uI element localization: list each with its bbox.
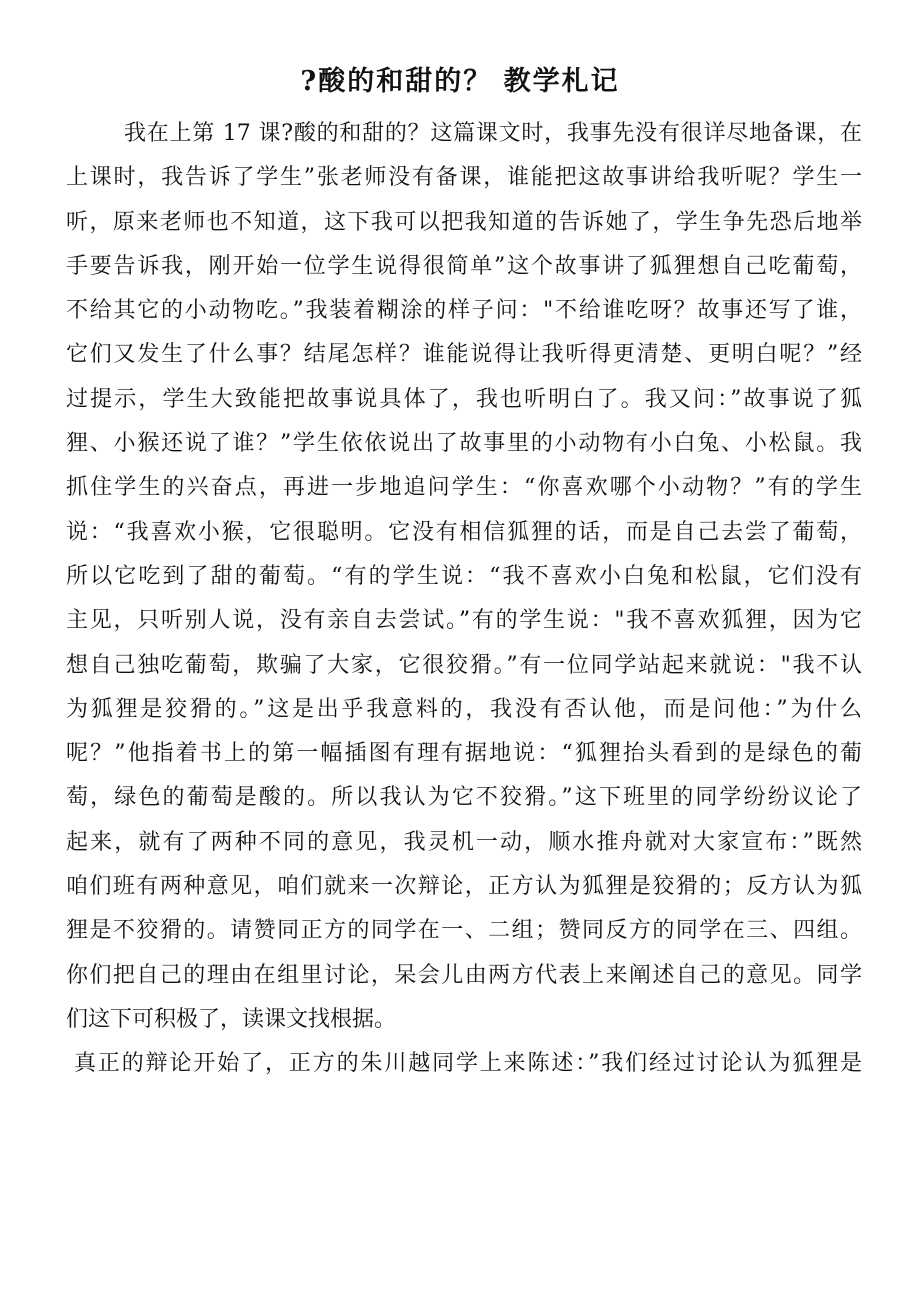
text-line: 萄，绿色的葡萄是酸的。所以我认为它不狡猾。”这下班里的同学纷纷议论了 [66,785,862,811]
document-body [66,112,862,1087]
text-line: 我在上第 17 课?酸的和甜的？这篇课文时，我事先没有很详尽地备课，在 [124,121,862,146]
text-line: 说：“我喜欢小猴，它很聪明。它没有相信狐狸的话，而是自己去尝了葡萄， [66,519,862,545]
text-line: 想自己独吃葡萄，欺骗了大家，它很狡猾。”有一位同学站起来就说："我不认 [66,652,862,678]
text-line: 真正的辩论开始了，正方的朱川越同学上来陈述：”我们经过讨论认为狐狸是 [74,1051,862,1077]
text-line: 手要告诉我，刚开始一位学生说得很简单”这个故事讲了狐狸想自己吃葡萄， [66,253,862,279]
text-line: 们这下可积极了，读课文找根据。 [66,1006,397,1032]
text-line: 起来，就有了两种不同的意见，我灵机一动，顺水推舟就对大家宣布：”既然 [66,829,862,855]
text-line: 主见，只听别人说，没有亲自去尝试。”有的学生说："我不喜欢狐狸，因为它 [66,608,862,634]
text-line: 过提示，学生大致能把故事说具体了，我也听明白了。我又问：”故事说了狐 [66,386,862,412]
text-line: 它们又发生了什么事？结尾怎样？谁能说得让我听得更清楚、更明白呢？”经 [66,342,862,368]
text-line: 狸、小猴还说了谁？”学生依依说出了故事里的小动物有小白兔、小松鼠。我 [66,431,862,457]
text-line: 所以它吃到了甜的葡萄。“有的学生说：“我不喜欢小白兔和松鼠，它们没有 [66,563,862,589]
text-line: 咱们班有两种意见，咱们就来一次辩论，正方认为狐狸是狡猾的；反方认为狐 [66,874,862,900]
text-line: 抓住学生的兴奋点，再进一步地追问学生：“你喜欢哪个小动物？”有的学生 [66,475,862,501]
text-line: 听，原来老师也不知道，这下我可以把我知道的告诉她了，学生争先恐后地举 [66,209,862,235]
document-title: ?酸的和甜的？ 教学札记 [300,66,620,97]
text-line: 上课时，我告诉了学生”张老师没有备课，谁能把这故事讲给我听呢？学生一 [66,165,862,191]
text-line: 为狐狸是狡猾的。”这是出乎我意料的，我没有否认他，而是问他：”为什么 [66,696,862,722]
text-line: 不给其它的小动物吃。”我装着糊涂的样子问："不给谁吃呀？故事还写了谁， [66,298,862,324]
text-line: 狸是不狡猾的。请赞同正方的同学在一、二组；赞同反方的同学在三、四组。 [66,918,862,944]
text-line: 你们把自己的理由在组里讨论，呆会儿由两方代表上来阐述自己的意见。同学 [66,962,862,988]
text-line: 呢？”他指着书上的第一幅插图有理有据地说：“狐狸抬头看到的是绿色的葡 [66,741,862,767]
